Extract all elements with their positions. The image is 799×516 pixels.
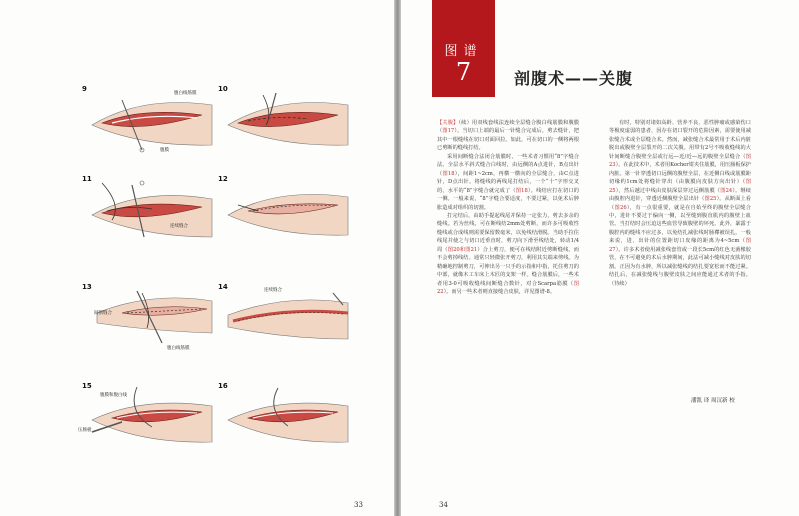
figure-number: 10 bbox=[218, 85, 228, 93]
figure-10 bbox=[218, 85, 358, 155]
figure-ref[interactable]: 图26 bbox=[614, 204, 627, 211]
figure-number: 13 bbox=[82, 283, 92, 291]
paragraph: 有时，特别对诸如高龄、营养不良、恶性肿瘤或感染伤口等极度虚弱的患者，因存在切口裂开的危险因素，需要使用减张缝合术或全层缝合术。然而，减张缝合术最常用于术后内脏脱出或腹壁全层裂开的二次关腹。用带有2号不吸收缝线的大针间断缝合腹壁全层或行远—近/近—远的腹壁全层缝合（图23）。在此技术中，术者用Kocher钳夹住筋膜，用压肠板保护内脏。第一针穿透切口远侧的腹壁全层，在近侧白线或筋膜距切缘约1cm处将缝针穿出（由腹膜向皮肤方向出针）（图25），然后越过中线由皮肤深层穿过远侧筋膜（图24）。继续由腹腔内进针，穿透近侧腹壁全层出针（图25）。从断面上看（图26），有一点很重要，就是在自始至终的腹壁全层缝合中，进针不要过于偏向一侧，以至缝到腹直肌内的腹壁上血管。当打结时会压迫这些血管导致腹壁的坏死。此外，暴露于腹腔内的缝线不应过多，以免结扎减张线时肠襻被误扎。一般来说，进、出针的位置距切口皮缘的距离为4~5cm（图27）。许多术者使用减张线套管或一段长5cm的红色无菌橡胶管，在不可避免的术后水肿期间，此法可减小缝线对皮肤的切割。正因为有水肿，所以减张缝线的结扎要宽松而不能过紧。结扎后，在减张缝线与腹壁皮肤之间应能通过术者的手指。（待续） bbox=[609, 120, 751, 287]
paragraph: 采用间断缝合法闭合筋膜时，一些术者习惯用“8”字缝合法。全层水平斜式缝合白线时，由远侧的A点进针，B点出针（图18），间距1~2cm，再横一横向的全层缝合，由C点进针，D点出针。将缝线的两线尾打结后，一个“十”字形交叉的，水平的“8”字缝合就完成了（图18）。线结应打在切口的一侧。一般来说，“8”字缝合要适度，不要过紧，以免术后肿胀造成对组织的切割。 bbox=[437, 153, 579, 211]
figure-ref[interactable]: 图23 bbox=[609, 153, 751, 169]
figure-10-illustration bbox=[218, 85, 358, 155]
page-number: 33 bbox=[354, 501, 363, 509]
section-tag: 【关腹】 bbox=[437, 120, 459, 126]
chapter-number: 7 bbox=[455, 58, 472, 86]
figure-label: 腹白线筋膜 bbox=[167, 346, 190, 351]
left-page bbox=[0, 0, 394, 516]
figure-9 bbox=[82, 85, 222, 155]
figure-label: 腹白线筋膜 bbox=[174, 91, 197, 96]
figure-14 bbox=[218, 283, 358, 353]
book-spine bbox=[394, 0, 401, 516]
figure-ref[interactable]: 图25 bbox=[704, 196, 717, 203]
figure-13 bbox=[82, 283, 222, 353]
figure-ref[interactable]: 图25 bbox=[609, 179, 751, 194]
figure-ref[interactable]: 图22 bbox=[437, 280, 579, 296]
page-number: 34 bbox=[439, 501, 448, 509]
figure-number: 12 bbox=[218, 175, 228, 183]
chapter-box bbox=[432, 0, 495, 97]
figure-11 bbox=[82, 175, 222, 245]
figure-ref[interactable]: 图17 bbox=[442, 128, 455, 135]
translator-credit: 潘凯 译 周汉新 校 bbox=[691, 398, 735, 404]
figure-16 bbox=[218, 382, 358, 452]
chapter-title: 剖腹术——关腹 bbox=[514, 69, 634, 88]
figure-ref[interactable]: 图18 bbox=[515, 187, 528, 194]
figure-16-illustration bbox=[218, 382, 358, 452]
figure-ref[interactable]: 图27 bbox=[609, 238, 751, 253]
figure-label: 腹膜和腹白线 bbox=[100, 393, 127, 398]
figure-13-illustration bbox=[82, 283, 222, 353]
figure-ref[interactable]: 图18 bbox=[442, 170, 455, 177]
figure-label: 压肠板 bbox=[78, 428, 92, 433]
figure-label: 间断缝合 bbox=[94, 311, 112, 316]
right-page bbox=[401, 0, 799, 516]
figure-label: 腹膜 bbox=[160, 148, 169, 153]
figure-ref[interactable]: 图24 bbox=[720, 187, 733, 194]
figure-number: 9 bbox=[82, 85, 87, 93]
figure-12-illustration bbox=[218, 175, 358, 245]
figure-label: 连续缝合 bbox=[170, 224, 188, 229]
figure-number: 16 bbox=[218, 382, 228, 390]
paragraph: 【关腹】（续）用双线套线法连续全层缝合腹白线筋膜和腹膜（图17）。当切口上端的最后一针缝合完成后，剪去缝针，把其中一根缝线在切口对面回拉。如此，可在切口的一侧将两根已剪断的缝线打结。 bbox=[437, 120, 579, 152]
chapter-label: 图谱 bbox=[444, 44, 483, 59]
figure-15 bbox=[78, 382, 222, 452]
figure-14-illustration bbox=[218, 283, 358, 353]
text-column-1 bbox=[437, 119, 579, 297]
figure-number: 11 bbox=[82, 175, 92, 183]
paragraph: 打完结后，由助手提起线尾并保持一定张力，剪去多余的缝线。若为丝线，可在断线结2mm处剪断，而许多可吸收性缝线或合成线则需要保留数毫米，以免线结滑脱。当助手拉住线尾并使之与切口近垂直时，剪刀向下滑至线结处，转动1/4周（图20和图21）合上剪刀，便可在线结附近剪断缝线，而不会剪掉线结。通常只轻微张开剪刀，利用其尖端来剪线。为精确地控制剪刀，可伸出另一只手的示指和中指，托住剪刀的中部，就像木工车床上木匠的支架一样。缝合筋膜后，一些术者用3-0可吸收缝线间断缝合数针，对合Scarpa筋膜（图22）。而另一些术者则直接缝合皮肤，详见图谱-8。 bbox=[437, 212, 579, 296]
figure-number: 15 bbox=[82, 382, 92, 390]
figure-label: 连续缝合 bbox=[264, 288, 282, 293]
figure-number: 14 bbox=[218, 283, 228, 291]
figure-12 bbox=[218, 175, 358, 245]
text-column-2 bbox=[609, 119, 751, 288]
figure-11-illustration bbox=[82, 175, 222, 245]
figure-ref[interactable]: 图20和图21 bbox=[447, 246, 478, 253]
figure-9-illustration bbox=[82, 85, 222, 155]
